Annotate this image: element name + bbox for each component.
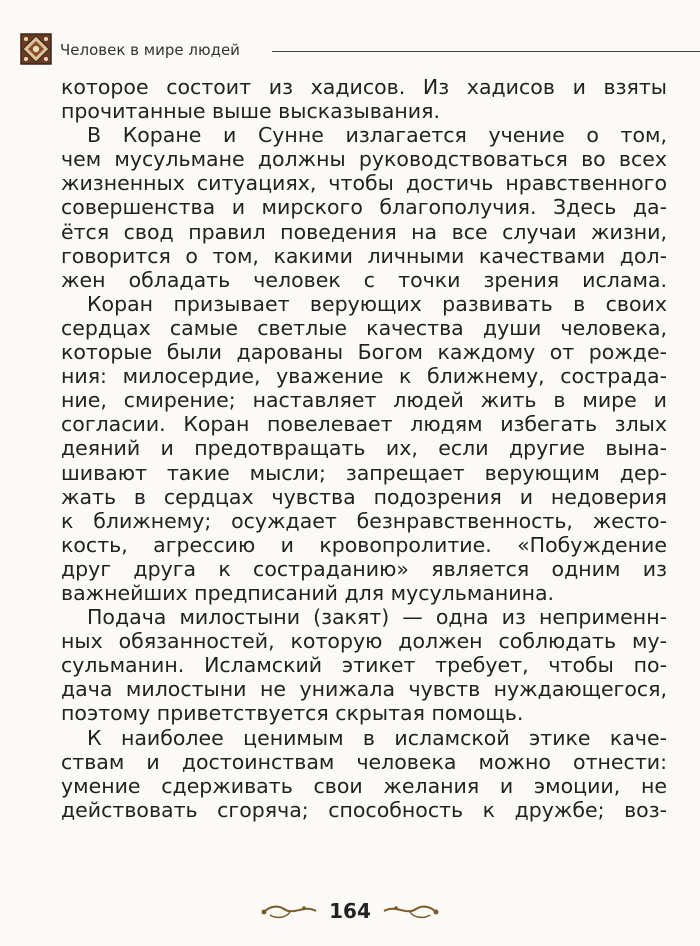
text-line: умение сдерживать свои желания и эмоции, не [61,773,667,798]
text-line: В Коране и Сунне излагается учение о том, [87,123,667,148]
page-footer [0,899,700,929]
text-line: ние, смирение; наставляет людей жить в мире и [61,388,667,413]
text-line: сульманин. Исламский этикет требует, чтобы по- [61,653,667,678]
ornament-icon [20,33,52,65]
text-line: совершенства и мирского благополучия. Здесь да- [61,195,667,220]
text-line: жизненных ситуациях, чтобы достичь нравственного [61,171,667,196]
text-line: сердцах самые светлые качества души человека, [61,315,667,340]
text-line: ных обязанностей, которую должен соблюдать му- [61,629,667,654]
text-line: кость, агрессию и кровопролитие. «Побуждение [61,532,667,557]
text-line: ния: милосердие, уважение к ближнему, сострада- [61,364,667,389]
text-line: шивают такие мысли; запрещает верующим дер- [61,460,667,485]
left-flourish-icon [260,900,318,922]
text-line: ствам и достоинствам человека можно отнести: [61,749,667,774]
text-line: важнейших предписаний для мусульманина. [61,580,555,605]
header-divider [272,51,700,52]
text-line: Коран призывает верующих развивать в своих [87,291,667,316]
text-line: действовать сгоряча; способность к дружбе; воз- [61,797,667,822]
text-line: деяний и предотвращать их, если другие вына- [61,436,667,461]
text-line: дача милостыни не унижала чувств нуждающегося, [61,677,667,702]
body-text [61,75,667,822]
text-line: прочитанные выше высказывания. [61,99,440,124]
right-flourish-icon [382,900,440,922]
text-line: чем мусульмане должны руководствоваться во всех [61,147,667,172]
text-line: поэтому приветствуется скрытая помощь. [61,701,524,726]
text-line: которые были дарованы Богом каждому от рожде- [61,340,667,365]
page-number: 164 [329,899,371,923]
text-line: говорится о том, какими личными качествами дол- [61,243,667,268]
text-line: ётся свод правил поведения на все случаи жизни, [61,219,667,244]
text-line: Подача милостыни (закят) — одна из неприменн- [87,605,667,630]
text-line: жен обладать человек с точки зрения ислама. [61,267,667,292]
text-line: друг друга к состраданию» является одним из [61,556,667,581]
page-header [16,33,700,67]
section-title: Человек в мире людей [60,41,240,59]
text-line: которое состоит из хадисов. Из хадисов и взяты [61,75,667,99]
text-line: к ближнему; осуждает безнравственность, жесто- [61,508,667,533]
text-line: согласии. Коран повелевает людям избегать злых [61,412,667,437]
text-line: жать в сердцах чувства подозрения и недоверия [61,484,667,509]
text-line: К наиболее ценимым в исламской этике каче- [87,725,667,750]
